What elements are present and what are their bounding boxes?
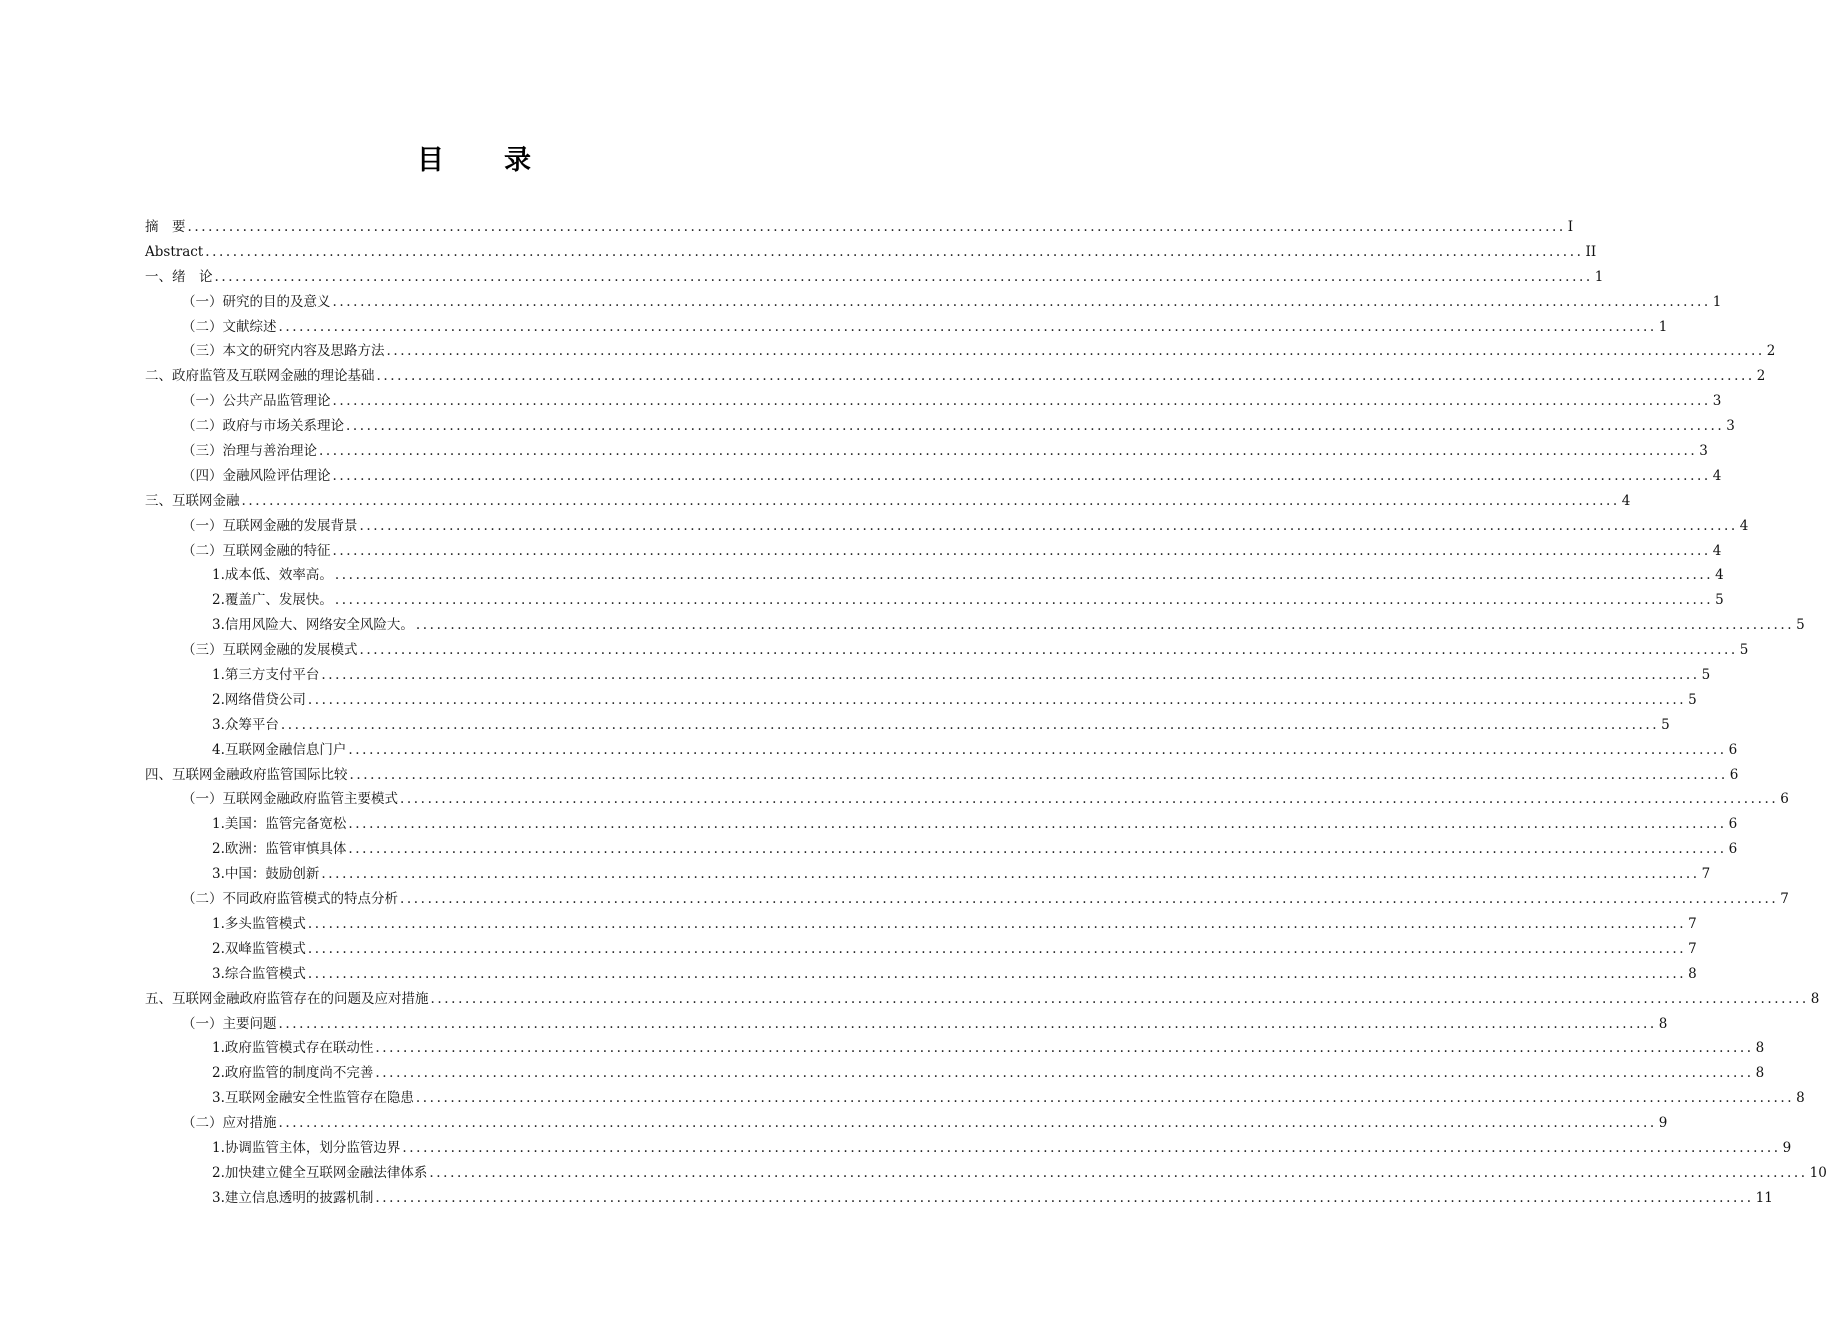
- toc-page-number: 5: [1661, 716, 1670, 733]
- toc-leader-dots: ........................................................................................................................................................................................................: [334, 567, 1714, 584]
- toc-entry[interactable]: [145, 738, 1738, 763]
- toc-entry[interactable]: [145, 812, 1738, 837]
- toc-entry-label: 1.成本低、效率高。: [212, 567, 333, 584]
- toc-entry[interactable]: [145, 1161, 1827, 1186]
- toc-entry-label: 2.双峰监管模式: [212, 940, 306, 957]
- toc-leader-dots: ........................................................................................................................................................................................................: [359, 517, 1738, 534]
- toc-entry-label: 摘 要: [145, 219, 186, 235]
- toc-page-number: 5: [1701, 667, 1711, 684]
- toc-entry[interactable]: [145, 364, 1766, 389]
- toc-entry[interactable]: [145, 962, 1697, 987]
- toc-leader-dots: ........................................................................................................................................................................................................: [307, 940, 1687, 957]
- toc-entry[interactable]: [145, 563, 1724, 588]
- toc-entry-label: 2.覆盖广、发展快。: [212, 592, 333, 609]
- toc-page-number: 9: [1658, 1115, 1668, 1132]
- toc-entry-label: （一）互联网金融政府监管主要模式: [182, 791, 398, 808]
- toc-page-number: 7: [1688, 915, 1697, 932]
- toc-leader-dots: ........................................................................................................................................................................................................: [375, 1189, 1754, 1206]
- toc-page-number: 7: [1780, 891, 1789, 908]
- toc-entry[interactable]: [145, 588, 1724, 613]
- toc-entry-label: 2.网络借贷公司: [212, 691, 306, 708]
- toc-entry[interactable]: [145, 1036, 1765, 1061]
- toc-leader-dots: ........................................................................................................................................................................................................: [334, 592, 1714, 609]
- toc-page-number: 4: [1712, 542, 1722, 559]
- toc-page-number: 5: [1739, 642, 1749, 659]
- toc-entry-label: （二）不同政府监管模式的特点分析: [182, 891, 398, 908]
- toc-leader-dots: ........................................................................................................................................................................................................: [359, 642, 1738, 659]
- toc-leader-dots: ........................................................................................................................................................................................................: [348, 741, 1727, 758]
- toc-entry[interactable]: [145, 539, 1722, 564]
- toc-title: 目 录: [417, 145, 533, 176]
- toc-entry[interactable]: [145, 439, 1708, 464]
- toc-leader-dots: ........................................................................................................................................................................................................: [332, 393, 1711, 410]
- toc-leader-dots: ........................................................................................................................................................................................................: [430, 990, 1809, 1007]
- toc-leader-dots: ........................................................................................................................................................................................................: [400, 791, 1779, 808]
- toc-page-number: 7: [1701, 866, 1711, 883]
- toc-entry-label: 1.协调监管主体，划分监管边界: [212, 1139, 401, 1156]
- toc-entry-label: 3.综合监管模式: [212, 965, 306, 982]
- toc-entry-label: （一）互联网金融的发展背景: [182, 517, 358, 534]
- toc-entry[interactable]: [145, 1061, 1765, 1086]
- toc-entry-label: （二）互联网金融的特征: [182, 542, 331, 559]
- toc-entry[interactable]: [145, 862, 1711, 887]
- toc-entry[interactable]: [145, 514, 1749, 539]
- toc-leader-dots: ........................................................................................................................................................................................................: [307, 691, 1687, 708]
- toc-page-number: 5: [1715, 592, 1724, 609]
- toc-entry-label: （一）主要问题: [182, 1015, 277, 1032]
- toc-entry[interactable]: [145, 290, 1722, 315]
- toc-entry-label: 1.政府监管模式存在联动性: [212, 1040, 374, 1057]
- toc-page-number: 6: [1728, 741, 1738, 758]
- toc-entry-label: 3.众筹平台: [212, 716, 279, 733]
- toc-leader-dots: ........................................................................................................................................................................................................: [400, 891, 1779, 908]
- toc-leader-dots: ........................................................................................................................................................................................................: [278, 1015, 1657, 1032]
- toc-entry-label: 四、互联网金融政府监管国际比较: [145, 766, 348, 783]
- toc-page-number: 8: [1755, 1040, 1765, 1057]
- toc-page-number: 1: [1712, 293, 1722, 310]
- toc-page-number: 4: [1739, 517, 1749, 534]
- toc-entry[interactable]: [145, 937, 1697, 962]
- toc-page-number: 8: [1755, 1065, 1765, 1082]
- toc-entry[interactable]: [145, 1086, 1805, 1111]
- toc-leader-dots: ........................................................................................................................................................................................................: [278, 318, 1657, 335]
- toc-entry-label: （二）政府与市场关系理论: [182, 418, 344, 435]
- toc-leader-dots: ........................................................................................................................................................................................................: [332, 467, 1711, 484]
- toc-page-number: 4: [1712, 467, 1722, 484]
- toc-entry[interactable]: [145, 688, 1697, 713]
- toc-leader-dots: ........................................................................................................................................................................................................: [415, 617, 1795, 634]
- toc-entry[interactable]: [145, 489, 1631, 514]
- toc-page-number: 11: [1755, 1189, 1773, 1206]
- toc-leader-dots: ........................................................................................................................................................................................................: [319, 443, 1698, 460]
- toc-page-number: 3: [1712, 393, 1722, 410]
- toc-entry[interactable]: [145, 240, 1597, 265]
- toc-leader-dots: ........................................................................................................................................................................................................: [429, 1164, 1808, 1181]
- toc-entry-label: （三）本文的研究内容及思路方法: [182, 343, 385, 360]
- toc-leader-dots: ........................................................................................................................................................................................................: [402, 1139, 1781, 1156]
- toc-leader-dots: ........................................................................................................................................................................................................: [332, 293, 1711, 310]
- toc-entry[interactable]: [145, 1186, 1773, 1211]
- toc-entry-label: 2.政府监管的制度尚不完善: [212, 1065, 374, 1082]
- table-of-contents: [145, 215, 1827, 1211]
- toc-page-number: 10: [1809, 1164, 1827, 1181]
- toc-page-number: 9: [1782, 1139, 1792, 1156]
- toc-page-number: 6: [1728, 816, 1738, 833]
- toc-entry[interactable]: [145, 414, 1735, 439]
- toc-page-number: 1: [1658, 318, 1668, 335]
- toc-page-number: 5: [1688, 691, 1697, 708]
- toc-page-number: 5: [1796, 617, 1805, 634]
- toc-leader-dots: ........................................................................................................................................................................................................: [375, 1040, 1754, 1057]
- toc-entry[interactable]: [145, 389, 1722, 414]
- toc-page-number: 3: [1726, 418, 1735, 435]
- toc-entry[interactable]: [145, 987, 1820, 1012]
- toc-page-number: 6: [1728, 841, 1738, 858]
- toc-entry[interactable]: [145, 663, 1711, 688]
- toc-entry[interactable]: [145, 837, 1738, 862]
- toc-leader-dots: ........................................................................................................................................................................................................: [376, 368, 1755, 385]
- toc-leader-dots: ........................................................................................................................................................................................................: [205, 243, 1584, 260]
- toc-page-number: 6: [1780, 791, 1789, 808]
- toc-leader-dots: ........................................................................................................................................................................................................: [280, 716, 1660, 733]
- toc-page-number: 2: [1766, 343, 1776, 360]
- toc-page-number: 2: [1756, 368, 1766, 385]
- toc-leader-dots: ........................................................................................................................................................................................................: [346, 418, 1725, 435]
- toc-entry-label: 二、政府监管及互联网金融的理论基础: [145, 368, 375, 385]
- toc-leader-dots: ........................................................................................................................................................................................................: [349, 766, 1728, 783]
- toc-entry-label: （二）应对措施: [182, 1115, 277, 1132]
- toc-leader-dots: ........................................................................................................................................................................................................: [386, 343, 1765, 360]
- toc-page-number: 3: [1699, 443, 1708, 460]
- toc-entry-label: 1.第三方支付平台: [212, 667, 320, 684]
- toc-entry-label: （四）金融风险评估理论: [182, 467, 331, 484]
- toc-entry[interactable]: [145, 638, 1749, 663]
- toc-entry[interactable]: [145, 315, 1668, 340]
- toc-entry-label: 一、绪 论: [145, 268, 213, 285]
- toc-page-number: 6: [1729, 766, 1739, 783]
- toc-leader-dots: ........................................................................................................................................................................................................: [307, 965, 1687, 982]
- toc-entry-label: Abstract: [145, 243, 204, 260]
- toc-entry-label: 4.互联网金融信息门户: [212, 741, 347, 758]
- toc-entry-label: 2.加快建立健全互联网金融法律体系: [212, 1164, 428, 1181]
- toc-entry[interactable]: [145, 464, 1722, 489]
- toc-leader-dots: ........................................................................................................................................................................................................: [187, 219, 1566, 235]
- toc-entry-label: 3.互联网金融安全性监管存在隐患: [212, 1090, 414, 1107]
- toc-entry[interactable]: [145, 912, 1697, 937]
- toc-entry-label: （三）互联网金融的发展模式: [182, 642, 358, 659]
- toc-entry[interactable]: [145, 713, 1670, 738]
- toc-entry-label: （一）公共产品监管理论: [182, 393, 331, 410]
- toc-leader-dots: ........................................................................................................................................................................................................: [321, 667, 1700, 684]
- toc-leader-dots: ........................................................................................................................................................................................................: [278, 1115, 1657, 1132]
- toc-entry-label: 3.信用风险大、网络安全风险大。: [212, 617, 414, 634]
- toc-entry[interactable]: [145, 887, 1789, 912]
- toc-entry-label: 3.建立信息透明的披露机制: [212, 1189, 374, 1206]
- toc-page-number: II: [1585, 243, 1597, 260]
- toc-leader-dots: ........................................................................................................................................................................................................: [307, 915, 1687, 932]
- toc-page-number: 1: [1594, 268, 1604, 285]
- toc-entry-label: （一）研究的目的及意义: [182, 293, 331, 310]
- toc-page-number: 7: [1688, 940, 1697, 957]
- toc-leader-dots: ........................................................................................................................................................................................................: [214, 268, 1593, 285]
- toc-entry-label: 3.中国：鼓励创新: [212, 866, 320, 883]
- toc-leader-dots: ........................................................................................................................................................................................................: [348, 841, 1727, 858]
- toc-page-number: 8: [1796, 1090, 1805, 1107]
- toc-page-number: 8: [1688, 965, 1697, 982]
- toc-entry[interactable]: [145, 1012, 1668, 1037]
- toc-leader-dots: ........................................................................................................................................................................................................: [321, 866, 1700, 883]
- toc-entry[interactable]: [145, 613, 1805, 638]
- toc-leader-dots: ........................................................................................................................................................................................................: [241, 492, 1620, 509]
- toc-entry[interactable]: [145, 215, 1574, 240]
- toc-entry[interactable]: [145, 763, 1739, 788]
- toc-entry-label: （三）治理与善治理论: [182, 443, 317, 460]
- toc-page-number: 4: [1621, 492, 1631, 509]
- toc-entry[interactable]: [145, 265, 1604, 290]
- toc-page-number: 4: [1715, 567, 1724, 584]
- toc-entry[interactable]: [145, 787, 1789, 812]
- toc-leader-dots: ........................................................................................................................................................................................................: [415, 1090, 1795, 1107]
- toc-leader-dots: ........................................................................................................................................................................................................: [348, 816, 1727, 833]
- toc-entry-label: 1.美国：监管完备宽松: [212, 816, 347, 833]
- toc-entry-label: （二）文献综述: [182, 318, 277, 335]
- toc-entry-label: 2.欧洲：监管审慎具体: [212, 841, 347, 858]
- toc-entry[interactable]: [145, 1111, 1668, 1136]
- toc-leader-dots: ........................................................................................................................................................................................................: [332, 542, 1711, 559]
- toc-page-number: I: [1567, 219, 1574, 235]
- toc-entry-label: 1.多头监管模式: [212, 915, 306, 932]
- toc-entry[interactable]: [145, 339, 1776, 364]
- toc-entry-label: 三、互联网金融: [145, 492, 240, 509]
- toc-page-number: 8: [1810, 990, 1820, 1007]
- toc-entry-label: 五、互联网金融政府监管存在的问题及应对措施: [145, 990, 429, 1007]
- toc-entry[interactable]: [145, 1136, 1792, 1161]
- toc-leader-dots: ........................................................................................................................................................................................................: [375, 1065, 1754, 1082]
- toc-page-number: 8: [1658, 1015, 1668, 1032]
